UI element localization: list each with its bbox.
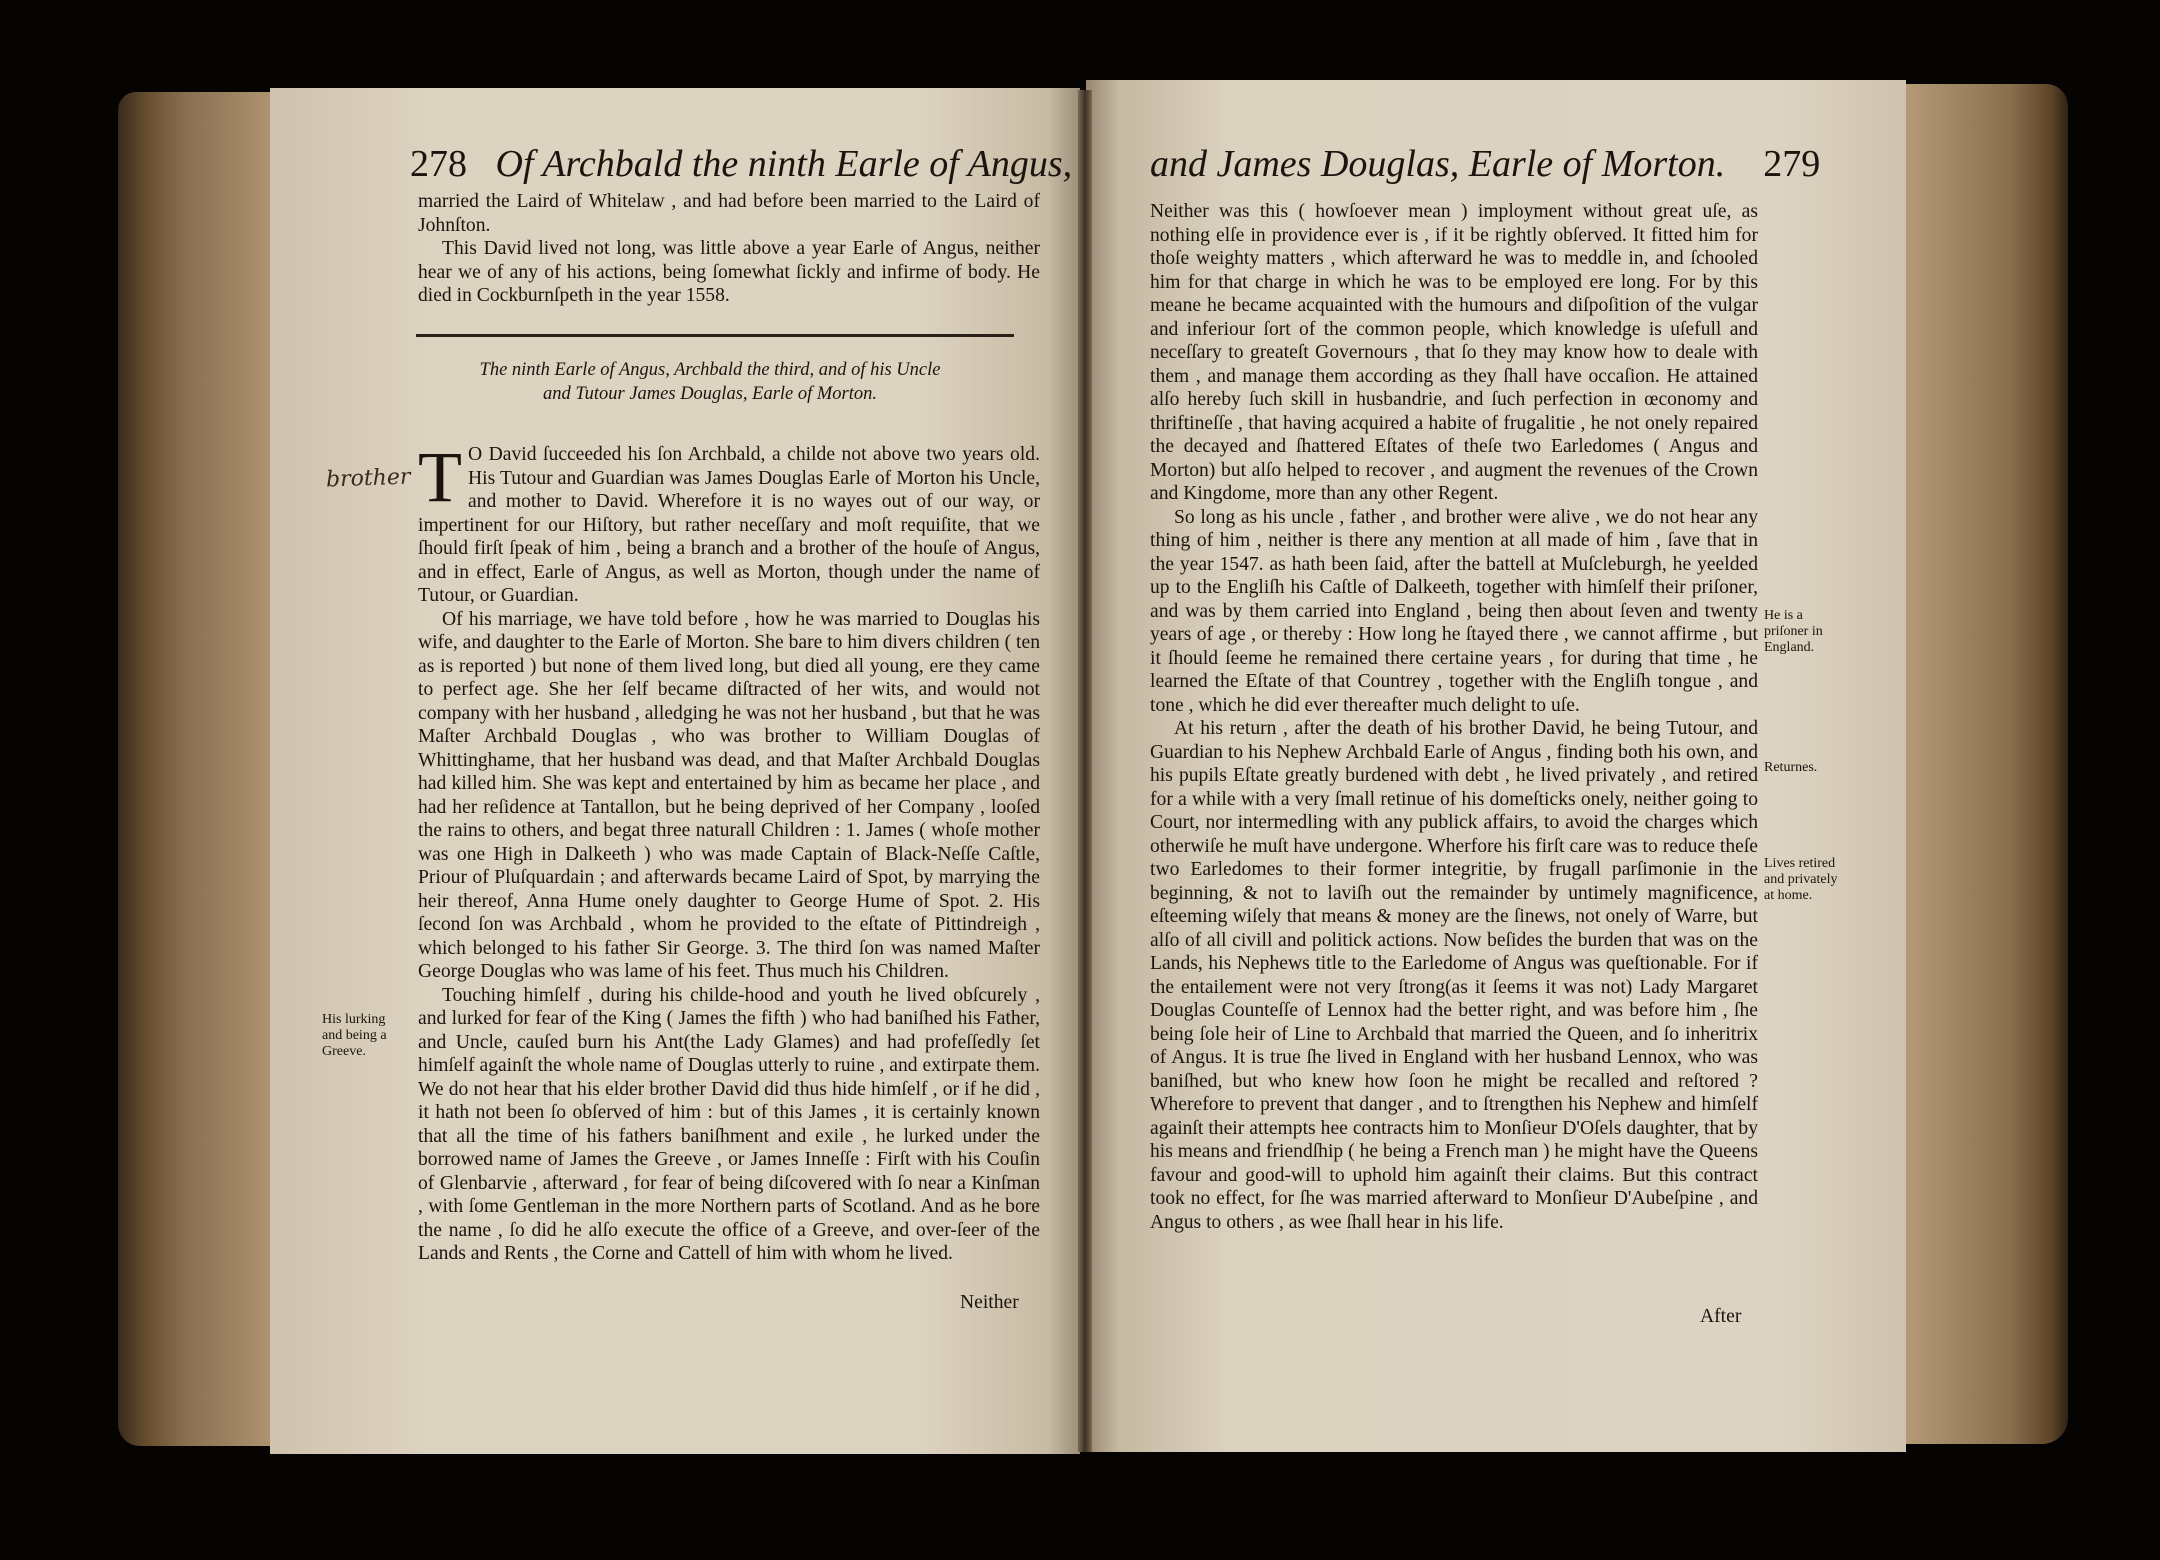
right-running-head <box>1150 142 1820 188</box>
margin-note-returnes: Returnes. <box>1764 760 1818 775</box>
return-paragraph: At his return , after the death of his brother David, he being Tutour, and Guardian to his Nephew Archbald Earle of Angus , finding both his own, and his pupils Eſtate greatly burdened with debt , he lived privately , and retired for a while with a very ſmall retinue of his domeſticks onely, neither going to Court, nor intermedling with any publick affairs, to avoid the charges which otherwiſe he muſt have undergone. Wherfore his firſt care was to reduce theſe two Earledomes to their former integritie, by frugall parſimonie in the beginning, & not to laviſh out the remainder by untimely magnificence, eſteeming wiſely that means & money are the ſinews, not onely of Warre, but alſo of all civill and politick actions. Now beſides the burden that was on the Lands, his Nephews title to the Earledome of Angus was queſtionable. For if the entailement were not very ſtrong(as it ſeems it was not) Lady Margaret Douglas Counteſſe of Lennox had the better right, and was before him , ſhe being ſole heir of Line to Archbald that married the Queen, and ſo inheritrix of Angus. It is true ſhe lived in England with her husband Lennox, who was baniſhed, but who knew how ſoon he might be recalled and reſtored ? Wherefore to prevent that danger , and to ſtrengthen his Nephew and himſelf againſt their attempts hee contracts him to Monſieur D'Oſels daughter, that by his means and friendſhip ( he being a French man ) he might have the Queens favour and good-will to uphold him againſt their claims. But this contract took no effect, for ſhe was married afterward to Monſieur D'Aubeſpine , and Angus to others , as wee ſhall hear in his life. <box>1150 718 1758 1233</box>
marriage-paragraph: Of his marriage, we have told before , how he was married to Douglas his wife, and daughter to the Earle of Morton. She bare to him divers children ( ten as is reported ) but none of them lived long, but died all young, ere they came to perfect age. She her ſelf became diſtracted of her wits, and would not company with her husband , alledging he was not her husband , but that he was Maſter Archbald Douglas , who was brother to William Douglas of Whittinghame, that her husband was dead, and that Maſter Archbald Douglas had killed him. She was kept and entertained by him as became her place , and had her reſidence at Tantallon, but he being deprived of her Company , looſed the rains to others, and begat three naturall Children : 1. James ( whoſe mother was one High in Dalkeeth ) who was made Captain of Black-Neſſe Caſtle, Priour of Pluſquardain ; and afterwards became Laird of Spot, by marrying the heir thereof, Anna Hume onely daughter to George Hume of Spot. 2. His ſecond ſon was Archbald , whom he provided to the eſtate of Pittindreigh , which belonged to his father Sir George. 3. The third ſon was named Maſter George Douglas who was lame of his feet. Thus much his Children. <box>418 608 1040 982</box>
book-gutter <box>1078 90 1092 1452</box>
left-running-head <box>410 142 1072 188</box>
left-catchword: Neither <box>960 1292 1019 1313</box>
chapter-title-line-1: The ninth Earle of Angus, Archbald the third, and of his Uncle <box>479 360 941 380</box>
solong-paragraph: So long as his uncle , father , and brother were alive , we do not hear any thing of him , neither is there any mention at all made of him , ſave that in the year 1547. as hath been ſaid, after the battell at Muſcleburgh, he yeelded up to the Engliſh his Caſtle of Dalkeeth, together with himſelf their priſoner, and was by them carried into England , being then about ſeven and twenty years of age , or thereby : How long he ſtayed there , we cannot affirme , but it ſhould ſeeme he remained there certaine years , for during that time , he learned the Eſtate of that Countrey , together with the Engliſh tongue , and tone , which he did ever thereafter much delight to uſe. <box>1150 506 1758 716</box>
right-page-number: 279 <box>1763 143 1821 185</box>
margin-note-prisoner: He is a priſoner in England. <box>1764 608 1823 655</box>
margin-note-retired: Lives retired and privately at home. <box>1764 856 1838 903</box>
left-top-text <box>418 190 1040 308</box>
intro-text: O David ſucceeded his ſon Archbald, a childe not above two years old. His Tutour and Guardian was James Douglas Earle of Morton his Uncle, and mother to David. Wherefore it is no wayes out of our way, or impertinent for our Hiſtory, but rather neceſſary and moſt requiſite, that we ſhould firſt ſpeak of him , being a branch and a brother of the houſe of Angus, and in effect, Earle of Angus, as well as Morton, though under the name of Tutour, or Guardian. <box>418 444 1040 606</box>
margin-note-lurking: His lurking and being a Greeve. <box>322 1012 387 1059</box>
drop-cap: T <box>418 437 462 517</box>
touching-paragraph: Touching himſelf , during his childe-hood and youth he lived obſcurely , and lurked for fear of the King ( James the fifth ) who had baniſhed his Father, and Uncle, cauſed burn his Ant(the Lady Glames) and had profeſſedly ſet himſelf againſt the whole name of Douglas utterly to ruine , and extirpate them. We do not hear that his elder brother David did thus hide himſelf , or if he did , it hath not been ſo obſerved of him : but of this James , it is certainly known that all the time of his fathers baniſhment and exile , he lurked under the borrowed name of James the Greeve , or James Inneſſe : Firſt with his Couſin of Glenbarvie , afterward , for fear of being diſcovered with ſo near a Kinſman , with ſome Gentleman in the more Northern parts of Scotland. And as he bore the name , ſo did he alſo execute the office of a Greeve, and over-ſeer of the Lands and Rents , the Corne and Cattell of him with whom he lived. <box>418 984 1040 1264</box>
right-catchword: After <box>1700 1306 1742 1327</box>
handwritten-note: brother <box>325 464 411 493</box>
chapter-title-line-2: and Tutour James Douglas, Earle of Morton. <box>542 384 878 404</box>
chapter-title <box>440 358 980 406</box>
right-running-title: and James Douglas, Earle of Morton. <box>1150 143 1726 185</box>
right-body-text <box>1150 200 1758 1234</box>
david-paragraph: This David lived not long, was little above a year Earle of Angus, neither hear we of any of his actions, being ſomewhat ſickly and infirme of body. He died in Cockburnſpeth in the year 1558. <box>418 238 1040 306</box>
section-rule <box>416 334 1014 337</box>
left-running-title: Of Archbald the ninth Earle of Angus, <box>495 143 1073 185</box>
left-body-text <box>418 437 1040 1266</box>
top-paragraph: married the Laird of Whitelaw , and had before been married to the Laird of Johnſton. <box>418 191 1040 236</box>
left-page-number: 278 <box>410 143 467 185</box>
neither-paragraph: Neither was this ( howſoever mean ) imployment without great uſe, as nothing elſe in providence ever is , if it be rightly obſerved. It fitted him for thoſe weighty matters , which afterward he was to meddle in, and ſchooled him for that charge in which he was to be employed ere long. For by this meane he became acquainted with the humours and diſpoſition of the vulgar and inferiour ſort of the common people, which knowledge is uſefull and neceſſary to greateſt Governours , that ſo they may know how to deale with them , and manage them according as they ſhall have occaſion. He attained alſo hereby ſuch skill in husbandrie, and ſuch perfection in œconomy and thriftineſſe , that having acquired a habite of frugalitie , he not onely repaired the decayed and ſhattered Eſtates of theſe two Earledomes ( Angus and Morton) but alſo helped to recover , and augment the revenues of the Crown and Kingdome, more than any other Regent. <box>1150 201 1758 504</box>
left-page-edges <box>118 92 288 1446</box>
right-page-edges <box>1900 84 2068 1444</box>
intro-paragraph <box>418 437 1040 608</box>
